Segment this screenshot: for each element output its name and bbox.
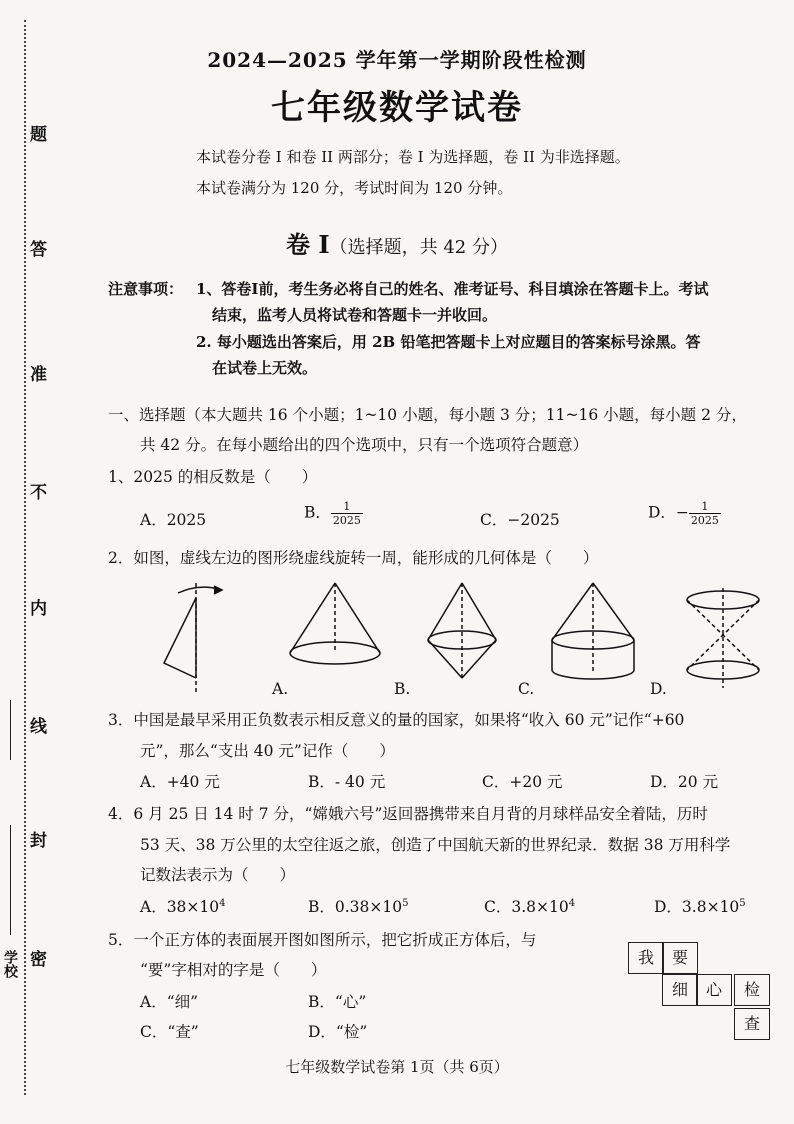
sidebar-school-label: 学校: [2, 950, 18, 978]
part1-heading-b: 共 42 分。在每小题给出的四个选项中，只有一个选项符合题意）: [140, 436, 589, 454]
sidebar-fill-line: [10, 825, 11, 935]
q4-stem-b: 53 天、38 万公里的太空往返之旅，创造了中国航天新的世界纪录．数据 38 万用科学: [140, 836, 731, 854]
notice-item-2b: 在试卷上无效。: [212, 359, 318, 377]
q4-option-a: A．$38\times 10^4$: [140, 897, 226, 916]
q2-option-c: C.: [518, 680, 535, 698]
exam-title: 2024—2025 学年第一学期阶段性检测: [207, 48, 587, 72]
q4-option-d: D．$3.8\times 10^5$: [654, 897, 746, 916]
net-cell: 查: [734, 1008, 770, 1040]
q2-option-a: A.: [272, 680, 289, 698]
q5-option-d: D．“检”: [308, 1023, 368, 1041]
q2-option-c-cone-cylinder: [552, 583, 634, 679]
net-cell: 细: [662, 974, 698, 1006]
section-title-note: （选择题，共 42 分）: [329, 237, 508, 258]
q1-option-c: C．−2025: [480, 511, 560, 529]
notice-item-1b: 结束，监考人员将试卷和答题卡一并收回。: [212, 306, 498, 324]
section-title: [0, 225, 794, 260]
net-cell: 我: [628, 942, 664, 974]
q2-option-d: D.: [650, 680, 667, 698]
q5-option-b: B．“心”: [308, 993, 367, 1011]
q1-option-a: A．2025: [140, 511, 207, 529]
q2-option-a-cone: [290, 583, 380, 664]
sidebar-char: 题: [30, 125, 47, 145]
q3-option-b: B．- 40 元: [308, 773, 386, 791]
q5-option-a: A．“细”: [140, 993, 199, 1011]
net-cell: 检: [734, 974, 770, 1006]
sidebar-char: 准: [30, 365, 47, 385]
q5-stem-b: “要”字相对的字是（ ）: [140, 961, 327, 979]
section-title-main: 卷 I: [286, 230, 330, 259]
q3-stem-a: 3．中国是最早采用正负数表示相反意义的量的国家，如果将“收入 60 元”记作“+60: [108, 711, 685, 729]
sidebar-fill-line: [10, 700, 11, 760]
q1-option-d: D．− $\frac{1}{2025}$: [648, 500, 719, 527]
q3-option-a: A．+40 元: [140, 773, 220, 791]
net-cell: 要: [662, 942, 698, 974]
part1-heading-a: 一、选择题（本大题共 16 个小题；1~10 小题，每小题 3 分；11~16 小题，每小题 2 分，: [108, 406, 747, 424]
q1-stem: 1、2025 的相反数是（ ）: [108, 468, 318, 486]
q5-option-c: C．“查”: [140, 1023, 199, 1041]
sidebar-char: 封: [30, 831, 47, 851]
q4-stem-a: 4．6 月 25 日 14 时 7 分，“嫦娥六号”返回器携带来自月背的月球样品安全着陆，历时: [108, 805, 708, 823]
intro-line-2: 本试卷满分为 120 分，考试时间为 120 分钟。: [196, 179, 513, 197]
intro-line-1: 本试卷分卷 I 和卷 II 两部分；卷 I 为选择题，卷 II 为非选择题。: [196, 148, 630, 166]
q4-option-b: B．$0.38\times 10^5$: [308, 897, 409, 916]
notice-item-2a: 2. 每小题选出答案后，用 2B 铅笔把答题卡上对应题目的答案标号涂黑。答: [196, 333, 701, 351]
q3-stem-b: 元”，那么“支出 40 元”记作（ ）: [140, 742, 395, 760]
notice-item-1a: 1、答卷Ⅰ前，考生务必将自己的姓名、准考证号、科目填涂在答题卡上。考试: [196, 280, 709, 298]
q1-option-b: B． $\frac{1}{2025}$: [304, 500, 361, 527]
sidebar-char: 不: [30, 483, 47, 503]
sidebar-char: 答: [30, 240, 47, 260]
q5-stem-a: 5．一个正方体的表面展开图如图所示，把它折成正方体后，与: [108, 931, 537, 949]
q2-stem: 2．如图，虚线左边的图形绕虚线旋转一周，能形成的几何体是（ ）: [108, 549, 599, 567]
net-cell: 心: [696, 974, 732, 1006]
q4-stem-c: 记数法表示为（ ）: [140, 866, 296, 884]
q2-option-b-double-cone: [428, 583, 496, 678]
binding-dotted-line: [24, 20, 26, 1095]
q3-option-c: C．+20 元: [482, 773, 563, 791]
page-footer: 七年级数学试卷第 1页（共 6页）: [285, 1058, 509, 1076]
q4-option-c: C．$3.8\times 10^4$: [484, 897, 576, 916]
sidebar-char: 内: [30, 599, 47, 619]
q2-figures: [150, 578, 770, 698]
notice-label: 注意事项：: [108, 280, 184, 298]
q2-rotation-figure: [164, 583, 222, 693]
exam-subtitle: 七年级数学试卷: [271, 88, 523, 128]
q3-option-d: D．20 元: [650, 773, 719, 791]
sidebar-char: 线: [30, 717, 47, 737]
sidebar-char: 密: [30, 950, 47, 970]
q2-option-d-hourglass: [687, 588, 759, 688]
q2-option-b: B.: [394, 680, 411, 698]
